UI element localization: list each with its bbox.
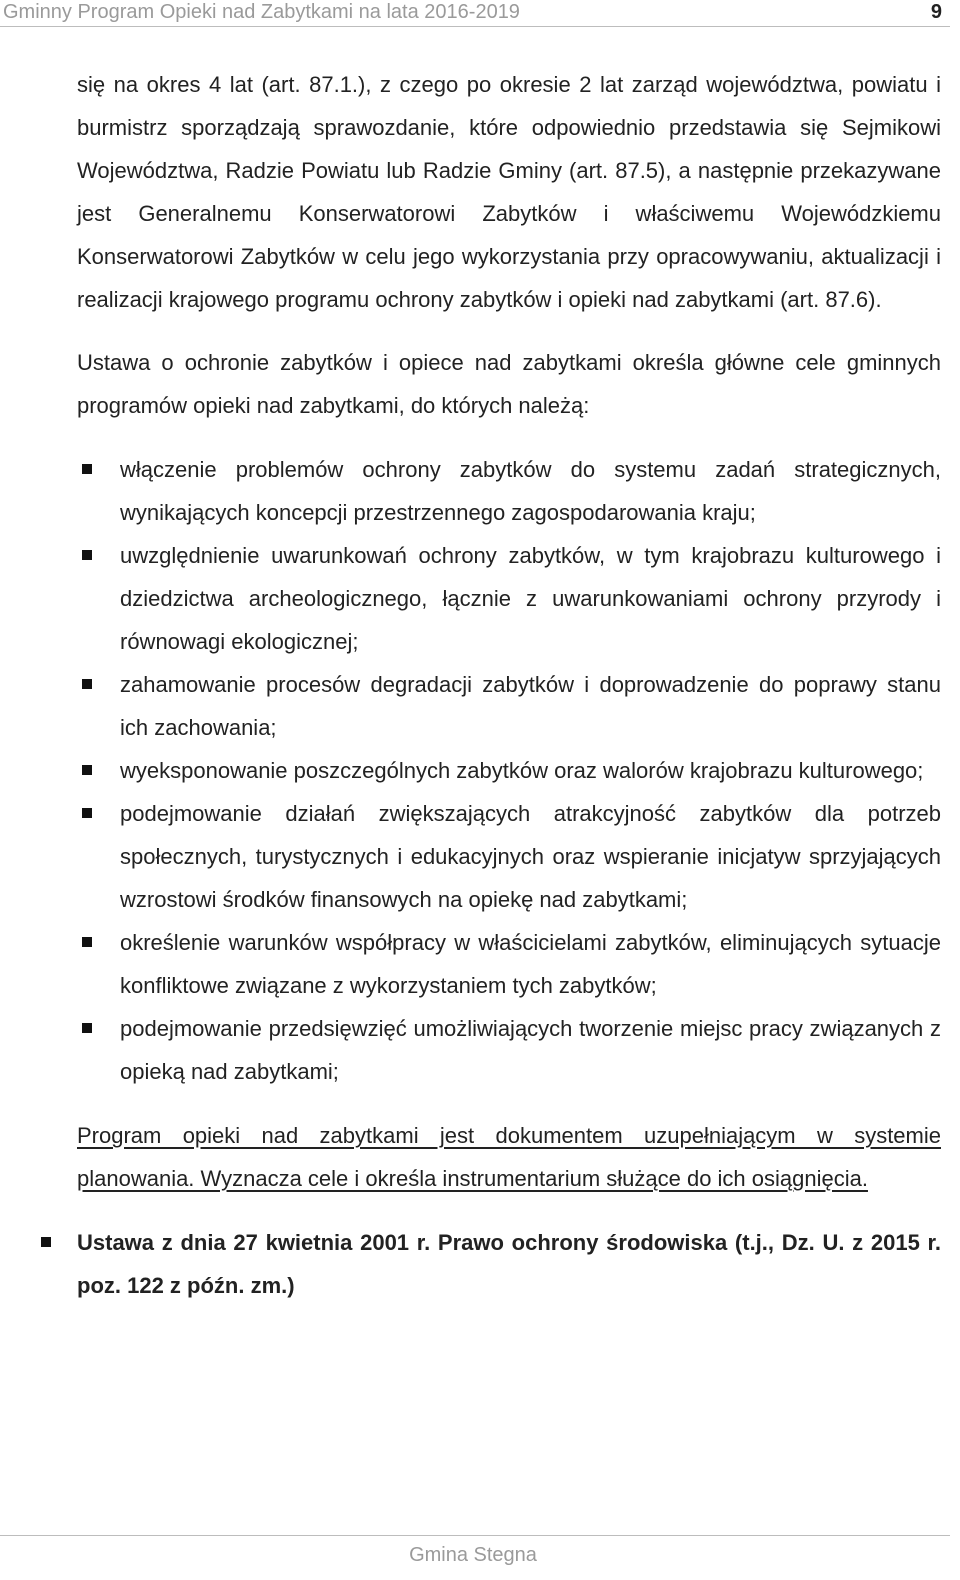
list-item-text: wyeksponowanie poszczególnych zabytków oraz walorów krajobrazu kulturowego; xyxy=(120,758,924,783)
list-item xyxy=(77,663,941,749)
goals-list xyxy=(77,448,941,1093)
list-item xyxy=(77,534,941,663)
list-item-text: podejmowanie działań zwiększających atrakcyjność zabytków dla potrzeb społecznych, turystycznych i edukacyjnych oraz wspieranie inicjatyw sprzyjających wzrostowi środków finansowych na opiekę nad zabytkami; xyxy=(120,801,941,912)
square-bullet-icon xyxy=(82,937,92,947)
list-item-text: podejmowanie przedsięwzięć umożliwiających tworzenie miejsc pracy związanych z opieką nad zabytkami; xyxy=(120,1016,941,1084)
page-number: 9 xyxy=(930,1,942,23)
header-divider xyxy=(0,26,950,27)
page-header xyxy=(0,0,960,28)
law-reference-item xyxy=(77,1221,941,1307)
list-item-text: uwzględnienie uwarunkowań ochrony zabytków, w tym krajobrazu kulturowego i dziedzictwa archeologicznego, łącznie z uwarunkowaniami ochrony przyrody i równowagi ekologicznej; xyxy=(120,543,941,654)
paragraph-goals-intro: Ustawa o ochronie zabytków i opiece nad zabytkami określa główne cele gminnych programów opieki nad zabytkami, do których należą: xyxy=(77,350,941,418)
square-bullet-icon xyxy=(82,464,92,474)
paragraph-program-summary: Program opieki nad zabytkami jest dokumentem uzupełniającym w systemie planowania. Wyznacza cele i określa instrumentarium służące do ich osiągnięcia. xyxy=(77,1123,941,1191)
square-bullet-icon xyxy=(82,679,92,689)
list-item xyxy=(77,921,941,1007)
list-item xyxy=(77,792,941,921)
list-item xyxy=(77,749,941,792)
header-title: Gminny Program Opieki nad Zabytkami na lata 2016-2019 xyxy=(3,1,520,23)
footer-divider xyxy=(0,1535,950,1536)
paragraph-reporting: się na okres 4 lat (art. 87.1.), z czego po okresie 2 lat zarząd województwa, powiatu i burmistrz sporządzają sprawozdanie, które odpowiednio przedstawia się Sejmikowi Województwa, Radzie Powiatu lub Radzie Gminy (art. 87.5), a następnie przekazywane jest Generalnemu Konserwatorowi Zabytków i właściwemu Wojewódzkiemu Konserwatorowi Zabytków w celu jego wykorzystania przy opracowywaniu, aktualizacji i realizacji krajowego programu ochrony zabytków i opieki nad zabytkami (art. 87.6). xyxy=(77,72,941,312)
law-reference-heading: Ustawa z dnia 27 kwietnia 2001 r. Prawo ochrony środowiska (t.j., Dz. U. z 2015 r. poz. 122 z późn. zm.) xyxy=(77,1230,941,1298)
square-bullet-icon xyxy=(82,1023,92,1033)
list-item-text: zahamowanie procesów degradacji zabytków i doprowadzenie do poprawy stanu ich zachowania; xyxy=(120,672,941,740)
document-body xyxy=(77,63,941,1307)
square-bullet-icon xyxy=(41,1237,51,1247)
square-bullet-icon xyxy=(82,808,92,818)
list-item-text: określenie warunków współpracy w właścicielami zabytków, eliminujących sytuacje konfliktowe związane z wykorzystaniem tych zabytków; xyxy=(120,930,941,998)
list-item-text: włączenie problemów ochrony zabytków do systemu zadań strategicznych, wynikających koncepcji przestrzennego zagospodarowania kraju; xyxy=(120,457,941,525)
list-item xyxy=(77,1007,941,1093)
footer-text: Gmina Stegna xyxy=(409,1544,537,1566)
square-bullet-icon xyxy=(82,550,92,560)
square-bullet-icon xyxy=(82,765,92,775)
list-item xyxy=(77,448,941,534)
